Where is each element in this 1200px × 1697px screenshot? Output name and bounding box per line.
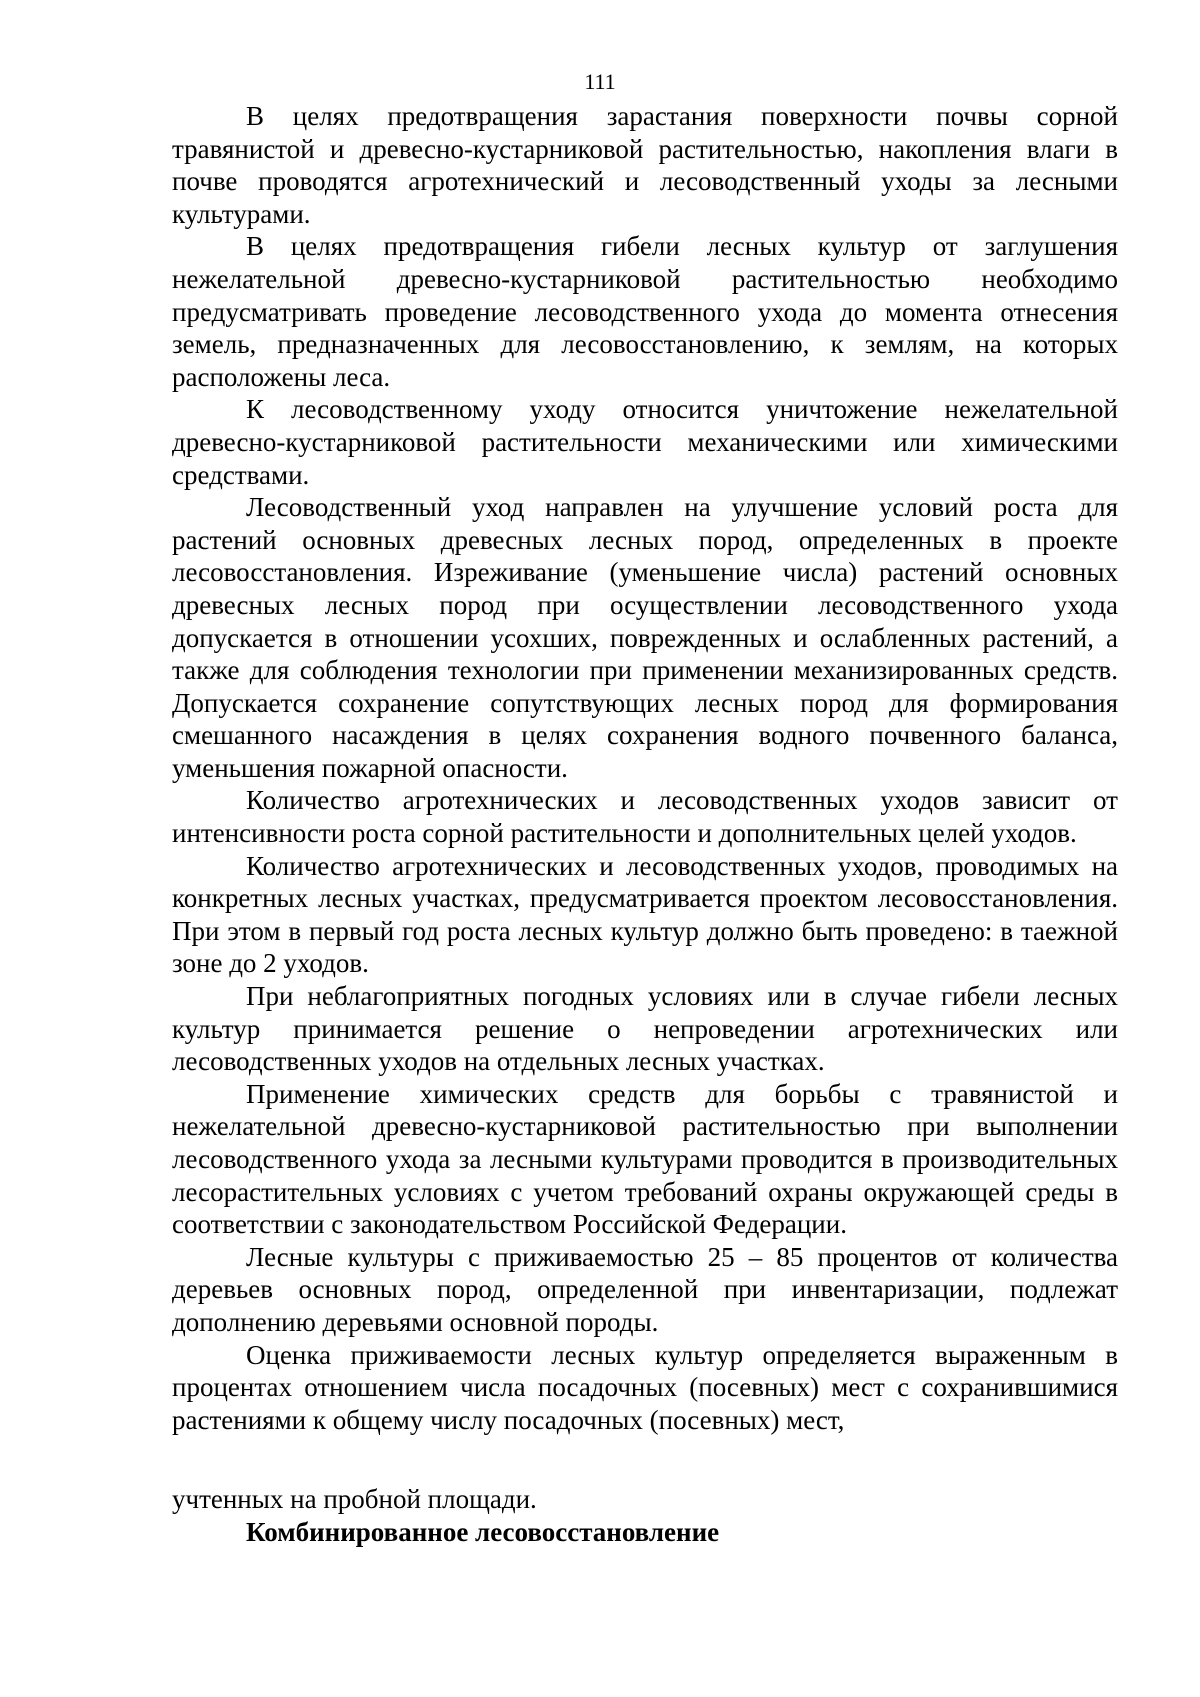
paragraph: При неблагоприятных погодных условиях или в случае гибели лесных культур принимается решение о непроведении агротехнических или лесоводственных уходов на отдельных лесных участках.: [172, 981, 1118, 1077]
paragraph: В целях предотвращения гибели лесных культур от заглушения нежелательной древесно-кустарниковой растительностью необходимо предусматривать проведение лесоводственного ухода до момента отнесения земель, предназначенных для лесовосстановлению, к землям, на которых расположены леса.: [172, 231, 1118, 392]
paragraph: В целях предотвращения зарастания поверхности почвы сорной травянистой и древесно-кустарниковой растительностью, накопления влаги в почве проводятся агротехнический и лесоводственный уходы за лесными культурами.: [172, 101, 1118, 229]
paragraph: Применение химических средств для борьбы с травянистой и нежелательной древесно-кустарниковой растительностью при выполнении лесоводственного ухода за лесными культурами проводится в производительных лесорастительных условиях с учетом требований охраны окружающей среды в соответствии с законодательством Российской Федерации.: [172, 1078, 1118, 1240]
paragraph: Количество агротехнических и лесоводственных уходов, проводимых на конкретных лесных участках, предусматривается проектом лесовосстановления. При этом в первый год роста лесных культур должно быть проведено: в таежной зоне до 2 уходов.: [172, 850, 1118, 979]
paragraph-gap: [172, 1436, 1118, 1483]
section-heading: Комбинированное лесовосстановление: [246, 1516, 720, 1547]
document-body: [172, 100, 1118, 1549]
paragraph: Лесные культуры с приживаемостью 25 – 85 процентов от количества деревьев основных пород, определенной при инвентаризации, подлежат дополнению деревьями основной породы.: [172, 1241, 1118, 1337]
continuation-line: учтенных на пробной площади.: [172, 1484, 537, 1515]
paragraph: Оценка приживаемости лесных культур определяется выраженным в процентах отношением числа посадочных (посевных) мест с сохранившимися растениями к общему числу посадочных (посевных) мест,: [172, 1339, 1118, 1435]
paragraph: Лесоводственный уход направлен на улучшение условий роста для растений основных древесных лесных пород, определенных в проекте лесовосстановления. Изреживание (уменьшение числа) растений основных древесных лесных пород при осуществлении лесоводственного ухода допускается в отношении усохших, поврежденных и ослабленных растений, а также для соблюдения технологии при применении механизированных средств. Допускается сохранение сопутствующих лесных пород для формирования смешанного насаждения в целях сохранения водного почвенного баланса, уменьшения пожарной опасности.: [172, 492, 1118, 783]
paragraph: Количество агротехнических и лесоводственных уходов зависит от интенсивности роста сорной растительности и дополнительных целей уходов.: [172, 785, 1118, 849]
paragraph: К лесоводственному уходу относится уничтожение нежелательной древесно-кустарниковой растительности механическими или химическими средствами.: [172, 394, 1118, 490]
page-number: 111: [584, 69, 616, 94]
